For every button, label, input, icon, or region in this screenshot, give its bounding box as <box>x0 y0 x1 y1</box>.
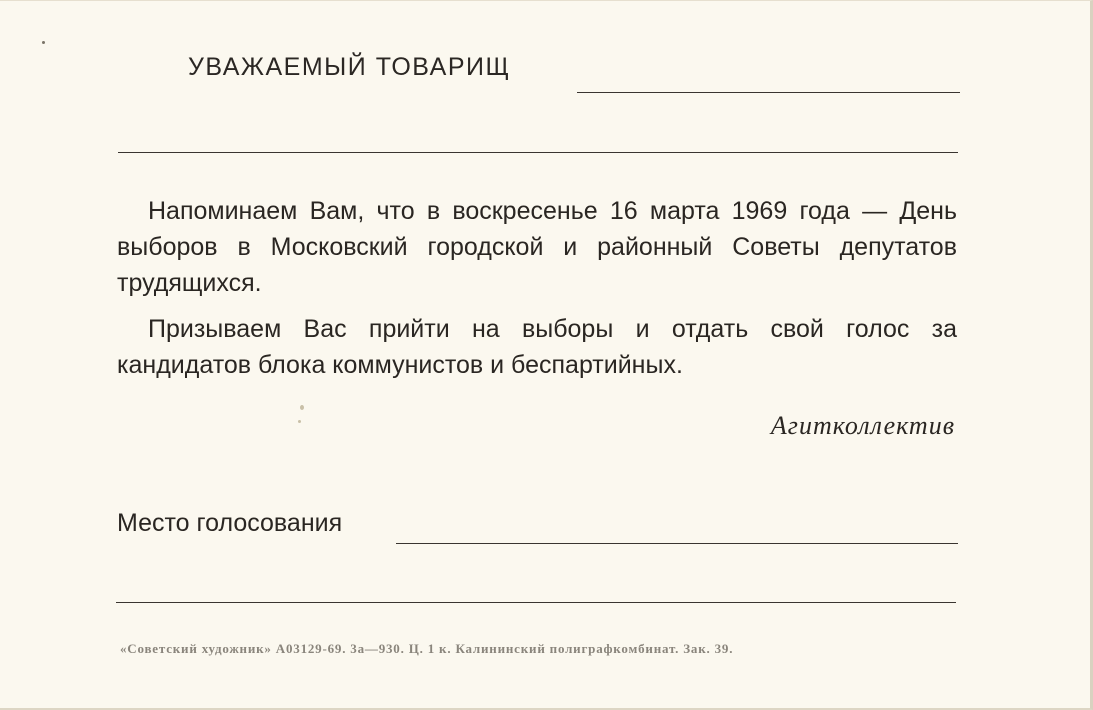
reminder-paragraph: Напоминаем Вам, что в воскресенье 16 марта 1969 года — День выборов в Московский городской и районный Советы депутатов трудящихся. <box>117 197 957 297</box>
paper-speck <box>298 420 301 423</box>
card-heading: УВАЖАЕМЫЙ ТОВАРИЩ <box>188 53 511 81</box>
printer-imprint: «Советский художник» А03129-69. 3а—930. Ц. 1 к. Калининский полиграфкомбинат. Зак. 39. <box>120 641 734 656</box>
recipient-name-line-2 <box>118 152 958 153</box>
paper-speck <box>300 405 304 410</box>
paper-speck <box>42 41 45 44</box>
polling-place-line <box>396 543 958 544</box>
appeal-paragraph: Призываем Вас прийти на выборы и отдать свой голос за кандидатов блока коммунистов и беспартийных. <box>117 315 957 379</box>
polling-place-label: Место голосования <box>117 509 343 537</box>
polling-place-line-2 <box>116 602 956 603</box>
recipient-name-line <box>577 92 960 93</box>
signature: Агитколлектив <box>770 411 955 440</box>
